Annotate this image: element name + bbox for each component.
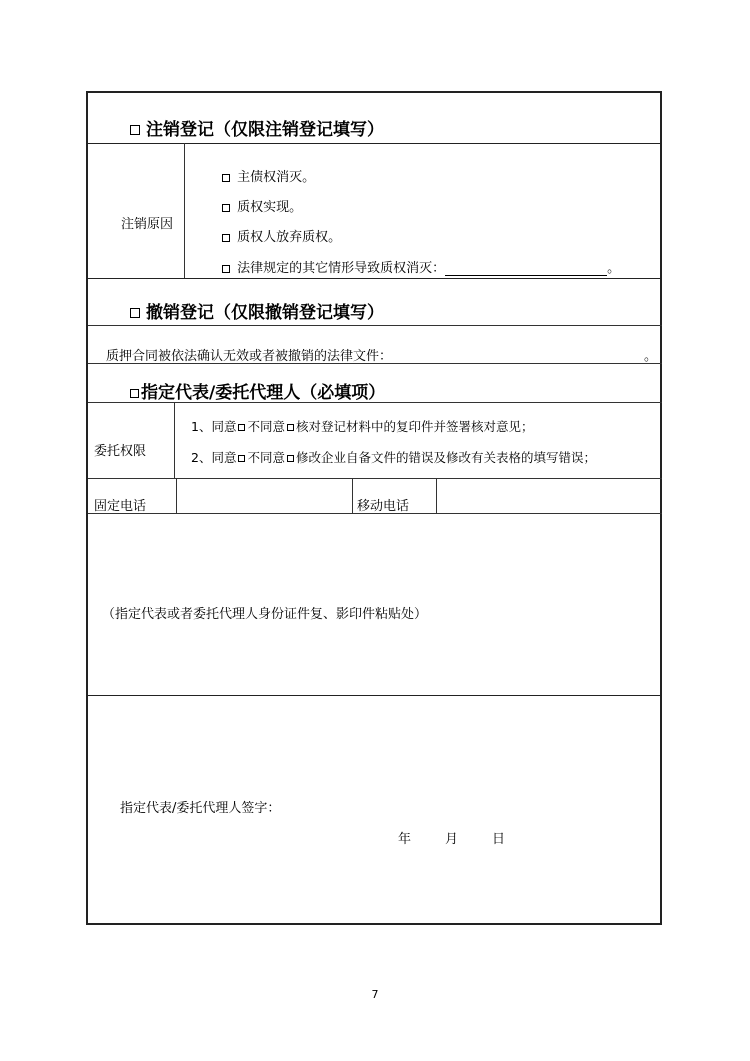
divider xyxy=(176,478,177,513)
reason-option: 主债权消灭。 xyxy=(222,166,315,185)
divider xyxy=(436,478,437,513)
divider xyxy=(88,325,662,326)
registration-form xyxy=(86,91,662,925)
agree-checkbox[interactable] xyxy=(238,455,245,462)
reason-label: 注销原因 xyxy=(121,217,174,232)
reason-checkbox[interactable] xyxy=(222,204,230,212)
divider xyxy=(184,143,185,278)
divider xyxy=(88,478,662,479)
divider xyxy=(88,695,662,696)
reason-option: 质权人放弃质权。 xyxy=(222,226,341,245)
divider xyxy=(88,513,662,514)
fixed-phone-label: 固定电话 xyxy=(94,499,147,514)
revoke-section-checkbox[interactable] xyxy=(130,308,140,318)
divider xyxy=(88,143,662,144)
divider xyxy=(352,478,353,513)
signature-label: 指定代表/委托代理人签字： xyxy=(120,801,281,816)
date-day: 日 xyxy=(492,832,506,847)
agree-checkbox[interactable] xyxy=(238,424,245,431)
disagree-checkbox[interactable] xyxy=(287,424,294,431)
page-number: 7 xyxy=(371,988,379,1001)
cancel-section-title: 注销登记（仅限注销登记填写） xyxy=(130,115,384,140)
reason-checkbox[interactable] xyxy=(222,234,230,242)
revoke-statement: 质押合同被依法确认无效或者被撤销的法律文件： 。 xyxy=(106,349,658,364)
date-year: 年 xyxy=(398,832,412,847)
date-month: 月 xyxy=(445,832,459,847)
agent-section-checkbox[interactable] xyxy=(130,389,139,398)
mobile-phone-label: 移动电话 xyxy=(357,499,410,514)
cancel-section-checkbox[interactable] xyxy=(130,125,140,135)
authority-label: 委托权限 xyxy=(94,444,147,459)
reason-checkbox[interactable] xyxy=(222,174,230,182)
disagree-checkbox[interactable] xyxy=(287,455,294,462)
authority-item: 1、同意 不同意 核对登记材料中的复印件并签署核对意见； xyxy=(191,419,534,434)
reason-option: 质权实现。 xyxy=(222,196,302,215)
reason-checkbox[interactable] xyxy=(222,265,230,273)
divider xyxy=(174,402,175,478)
reason-option: 法律规定的其它情形导致质权消灭： 。 xyxy=(222,257,620,276)
revoke-section-title: 撤销登记（仅限撤销登记填写） xyxy=(130,298,384,323)
authority-item: 2、同意 不同意 修改企业自备文件的错误及修改有关表格的填写错误； xyxy=(191,450,596,465)
id-paste-note: （指定代表或者委托代理人身份证件复、影印件粘贴处） xyxy=(102,607,428,622)
divider xyxy=(88,278,662,279)
divider xyxy=(88,363,662,364)
other-reason-blank[interactable] xyxy=(445,263,607,276)
agent-section-title: 指定代表/委托代理人（必填项） xyxy=(130,378,385,403)
